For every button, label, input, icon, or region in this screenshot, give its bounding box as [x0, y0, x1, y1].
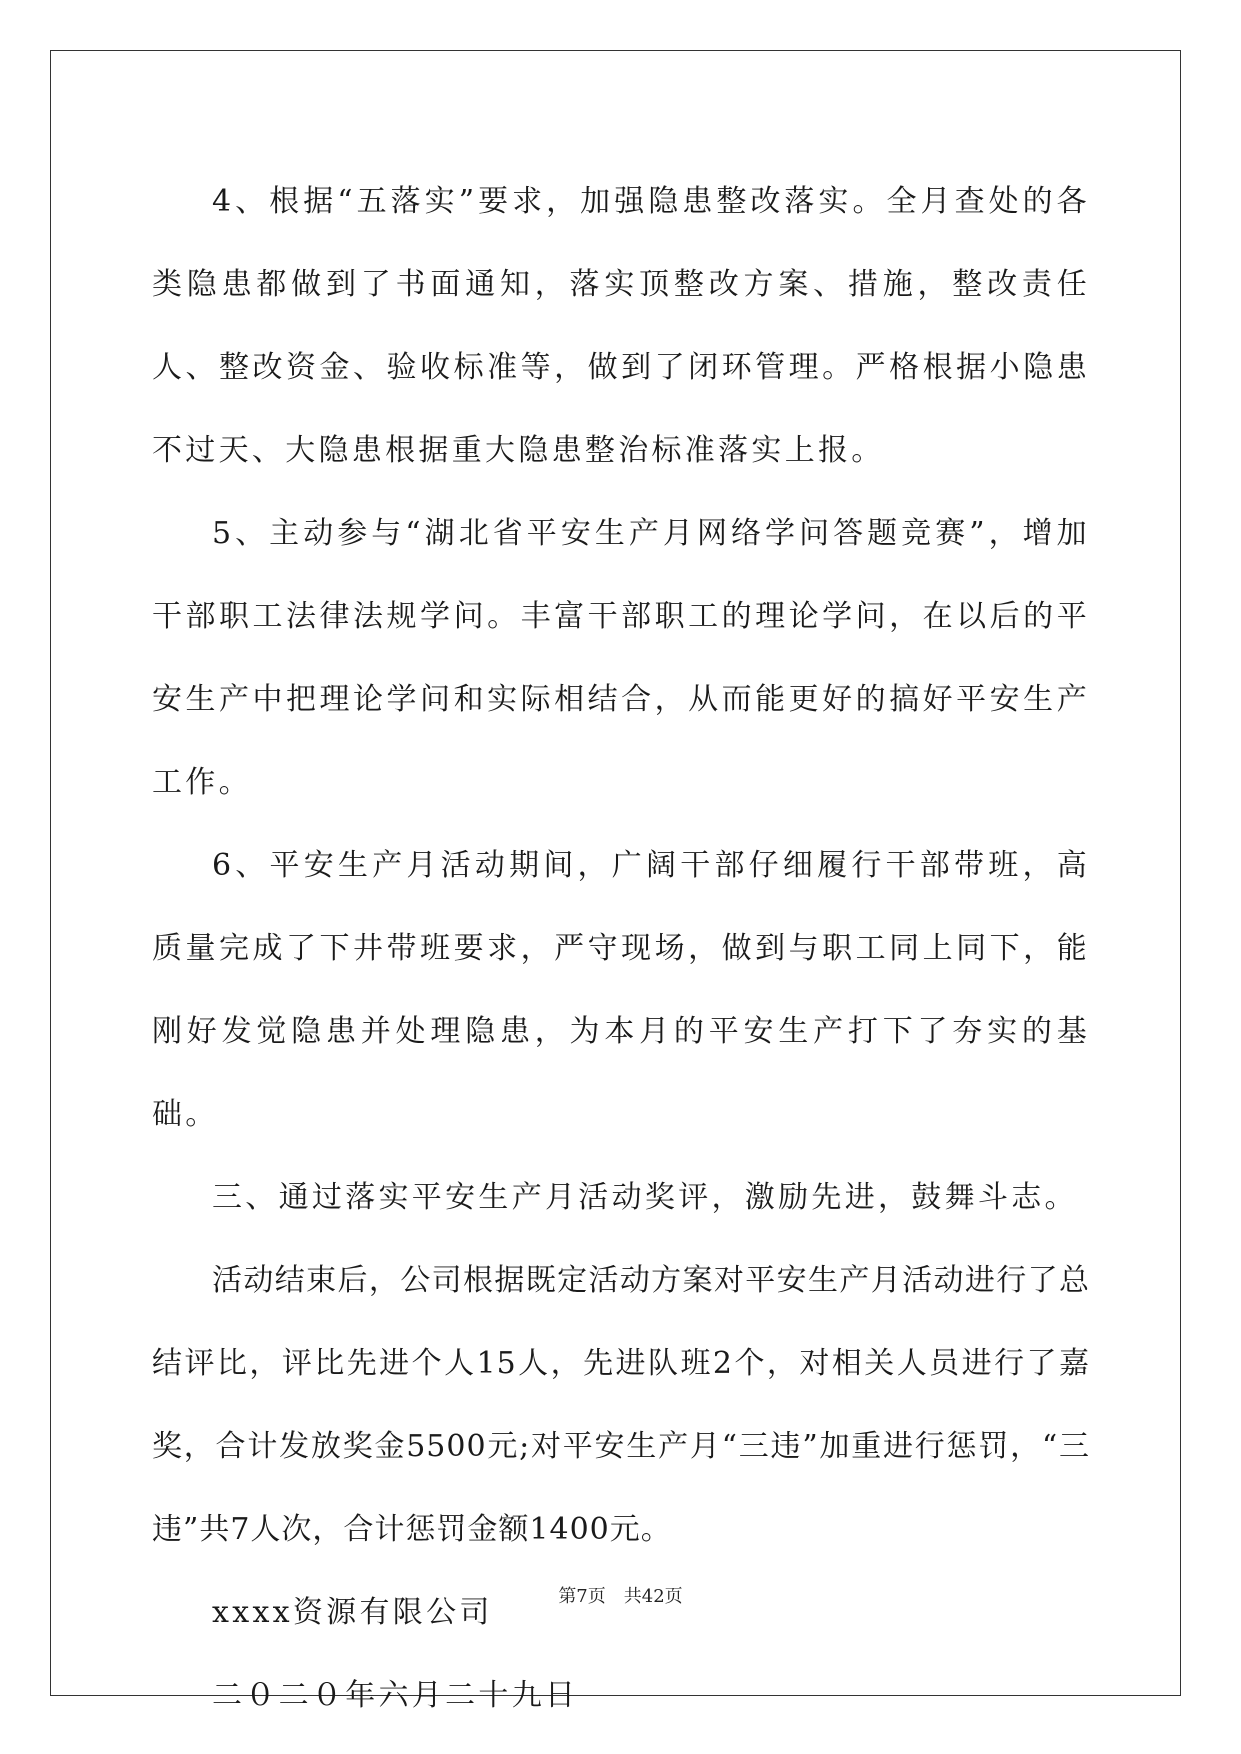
section-heading-3: 三、通过落实平安生产月活动奖评，激励先进，鼓舞斗志。 — [212, 1180, 1078, 1215]
paragraph-item-6: 6、平安生产月活动期间，广阔干部仔细履行干部带班，高质量完成了下井带班要求，严守现场，做到与职工同上同下，能刚好发觉隐患并处理隐患，为本月的平安生产打下了夯实的基础。 — [152, 848, 1090, 1132]
document-body — [152, 160, 1090, 1737]
page-footer — [0, 1584, 1241, 1610]
company-signature: xxxx资源有限公司 — [212, 1595, 493, 1630]
paragraph-item-5: 5、主动参与“湖北省平安生产月网络学问答题竞赛”，增加干部职工法律法规学问。丰富干部职工的理论学问，在以后的平安生产中把理论学问和实际相结合，从而能更好的搞好平安生产工作。 — [152, 516, 1090, 800]
page-number: 第7页 共42页 — [558, 1586, 683, 1607]
paragraph-summary: 活动结束后，公司根据既定活动方案对平安生产月活动进行了总结评比，评比先进个人15人，先进队班2个，对相关人员进行了嘉奖，合计发放奖金5500元;对平安生产月“三违”加重进行惩罚，“三违”共7人次，合计惩罚金额1400元。 — [152, 1263, 1090, 1547]
paragraph-item-4: 4、根据“五落实”要求，加强隐患整改落实。全月查处的各类隐患都做到了书面通知，落实顶整改方案、措施，整改责任人、整改资金、验收标准等，做到了闭环管理。严格根据小隐患不过天、大隐患根据重大隐患整治标准落实上报。 — [152, 184, 1090, 468]
document-date: 二０二０年六月二十九日 — [212, 1678, 579, 1713]
